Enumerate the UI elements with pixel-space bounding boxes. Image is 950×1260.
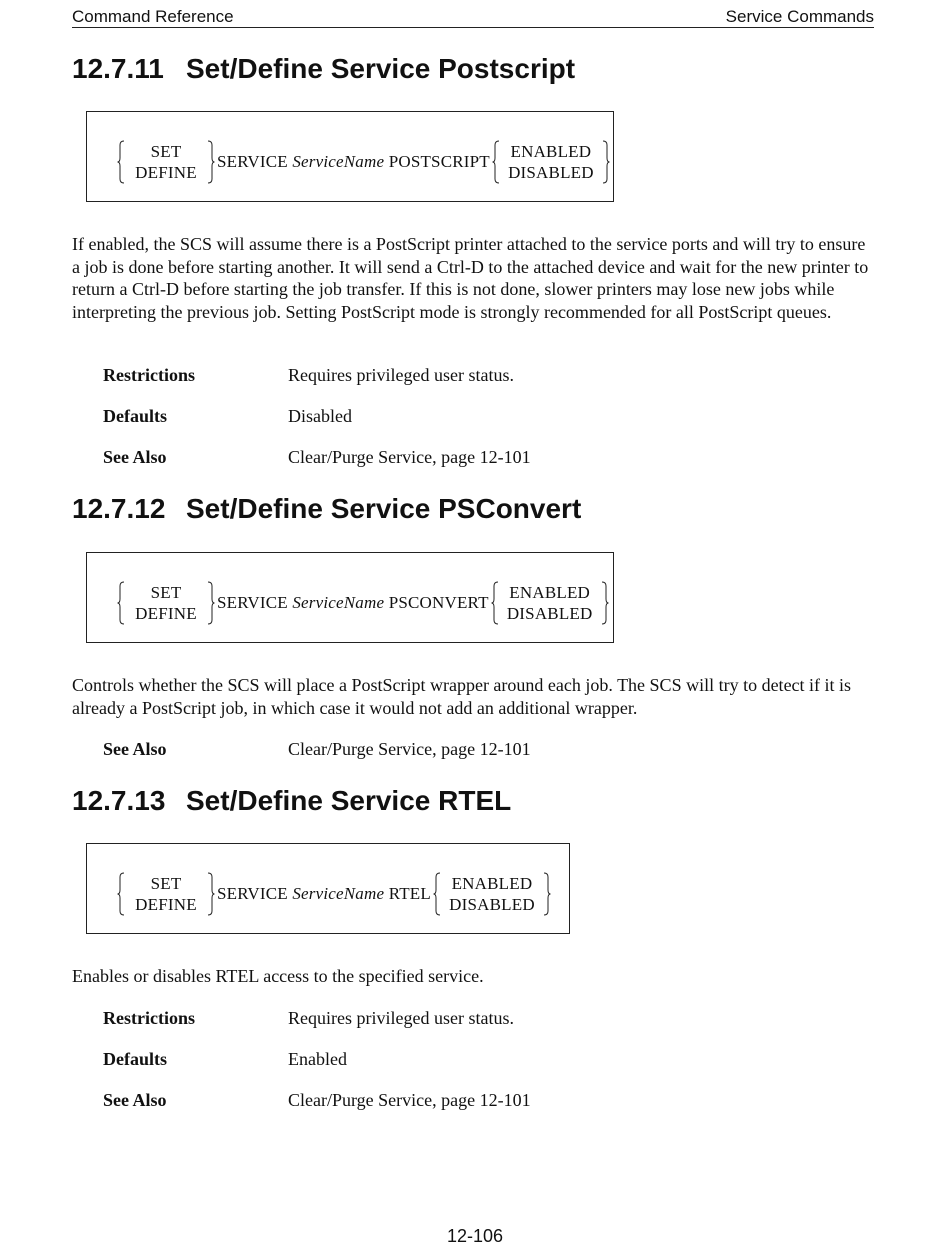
set-define-options <box>125 873 207 915</box>
definition-term: Defaults <box>103 1049 167 1069</box>
header-left-title: Command Reference <box>72 7 234 26</box>
definition-row <box>0 404 950 428</box>
option-set: SET <box>150 142 182 161</box>
section-title: Set/Define Service RTEL <box>186 785 512 816</box>
right-brace-icon <box>207 581 215 625</box>
syntax-keyword: SERVICE ServiceName RTEL <box>217 884 431 903</box>
command-syntax <box>117 140 610 184</box>
enabled-disabled-options <box>441 873 543 915</box>
definition-value: Clear/Purge Service, page 12-101 <box>288 447 531 467</box>
set-define-options <box>125 582 207 624</box>
definition-term: Restrictions <box>103 1008 195 1028</box>
section-heading-postscript <box>72 52 575 86</box>
syntax-argument: ServiceName <box>292 152 385 171</box>
definition-value: Requires privileged user status. <box>288 365 514 385</box>
left-brace-icon <box>117 872 125 916</box>
set-define-options <box>125 141 207 183</box>
syntax-box-postscript <box>86 111 614 202</box>
header-right-title: Service Commands <box>725 7 874 26</box>
syntax-box-psconvert <box>86 552 614 643</box>
definition-term: See Also <box>103 447 167 467</box>
left-brace-icon <box>492 140 500 184</box>
right-brace-icon <box>601 581 609 625</box>
left-brace-icon <box>117 140 125 184</box>
definition-term: See Also <box>103 739 167 759</box>
syntax-parameter: PSCONVERT <box>388 593 489 612</box>
right-brace-icon <box>602 140 610 184</box>
definition-value: Clear/Purge Service, page 12-101 <box>288 1090 531 1110</box>
section-description: Enables or disables RTEL access to the specified service. <box>72 966 484 986</box>
definition-row <box>0 1047 950 1071</box>
page-number: 12-106 <box>446 1226 504 1246</box>
syntax-parameter: POSTSCRIPT <box>388 152 490 171</box>
definition-row <box>0 445 950 469</box>
option-enabled: ENABLED <box>451 874 533 893</box>
command-syntax <box>117 872 551 916</box>
definition-row <box>0 1006 950 1030</box>
section-title: Set/Define Service PSConvert <box>186 493 582 524</box>
syntax-parameter: RTEL <box>388 884 431 903</box>
option-disabled: DISABLED <box>449 895 535 914</box>
option-enabled: ENABLED <box>510 142 592 161</box>
definition-value: Clear/Purge Service, page 12-101 <box>288 739 531 759</box>
syntax-keyword: SERVICE ServiceName PSCONVERT <box>217 593 489 612</box>
right-brace-icon <box>207 140 215 184</box>
section-description: If enabled, the SCS will assume there is a PostScript printer attached to the service ports and will try to ensure a job is done before starting another. It will send a Ctrl-D to the attached device and wait for the new printer to return a Ctrl-D before starting the job transfer. If this is not done, slower printers may lose new jobs while interpreting the previous job. Setting PostScript mode is strongly recommended for all PostScript queues. <box>72 234 869 322</box>
definition-row <box>0 737 950 761</box>
section-heading-psconvert <box>72 492 581 526</box>
option-set: SET <box>150 583 182 602</box>
definition-row <box>0 363 950 387</box>
definition-row <box>0 1088 950 1112</box>
section-title: Set/Define Service Postscript <box>186 53 576 84</box>
option-define: DEFINE <box>135 604 197 623</box>
option-define: DEFINE <box>135 895 197 914</box>
right-brace-icon <box>543 872 551 916</box>
syntax-keyword: SERVICE ServiceName POSTSCRIPT <box>217 152 490 171</box>
option-enabled: ENABLED <box>509 583 591 602</box>
option-disabled: DISABLED <box>506 604 593 623</box>
definition-term: Defaults <box>103 406 167 426</box>
section-number: 12.7.13 <box>72 785 166 816</box>
option-define: DEFINE <box>135 163 197 182</box>
section-description: Controls whether the SCS will place a PostScript wrapper around each job. The SCS will try to detect if it is already a PostScript job, in which case it would not add an additional wrapper. <box>72 675 852 718</box>
command-syntax <box>117 581 609 625</box>
definition-value: Requires privileged user status. <box>288 1008 514 1028</box>
syntax-box-rtel <box>86 843 570 934</box>
section-heading-rtel <box>72 784 511 818</box>
option-disabled: DISABLED <box>508 163 594 182</box>
definition-term: See Also <box>103 1090 167 1110</box>
enabled-disabled-options <box>500 141 602 183</box>
left-brace-icon <box>491 581 499 625</box>
left-brace-icon <box>117 581 125 625</box>
option-set: SET <box>150 874 182 893</box>
enabled-disabled-options <box>499 582 601 624</box>
running-header <box>72 6 874 28</box>
syntax-argument: ServiceName <box>292 884 385 903</box>
section-number: 12.7.12 <box>72 493 166 524</box>
syntax-argument: ServiceName <box>292 593 385 612</box>
section-number: 12.7.11 <box>72 53 164 84</box>
definition-value: Enabled <box>288 1049 347 1069</box>
definition-value: Disabled <box>288 406 352 426</box>
left-brace-icon <box>433 872 441 916</box>
definition-term: Restrictions <box>103 365 195 385</box>
right-brace-icon <box>207 872 215 916</box>
